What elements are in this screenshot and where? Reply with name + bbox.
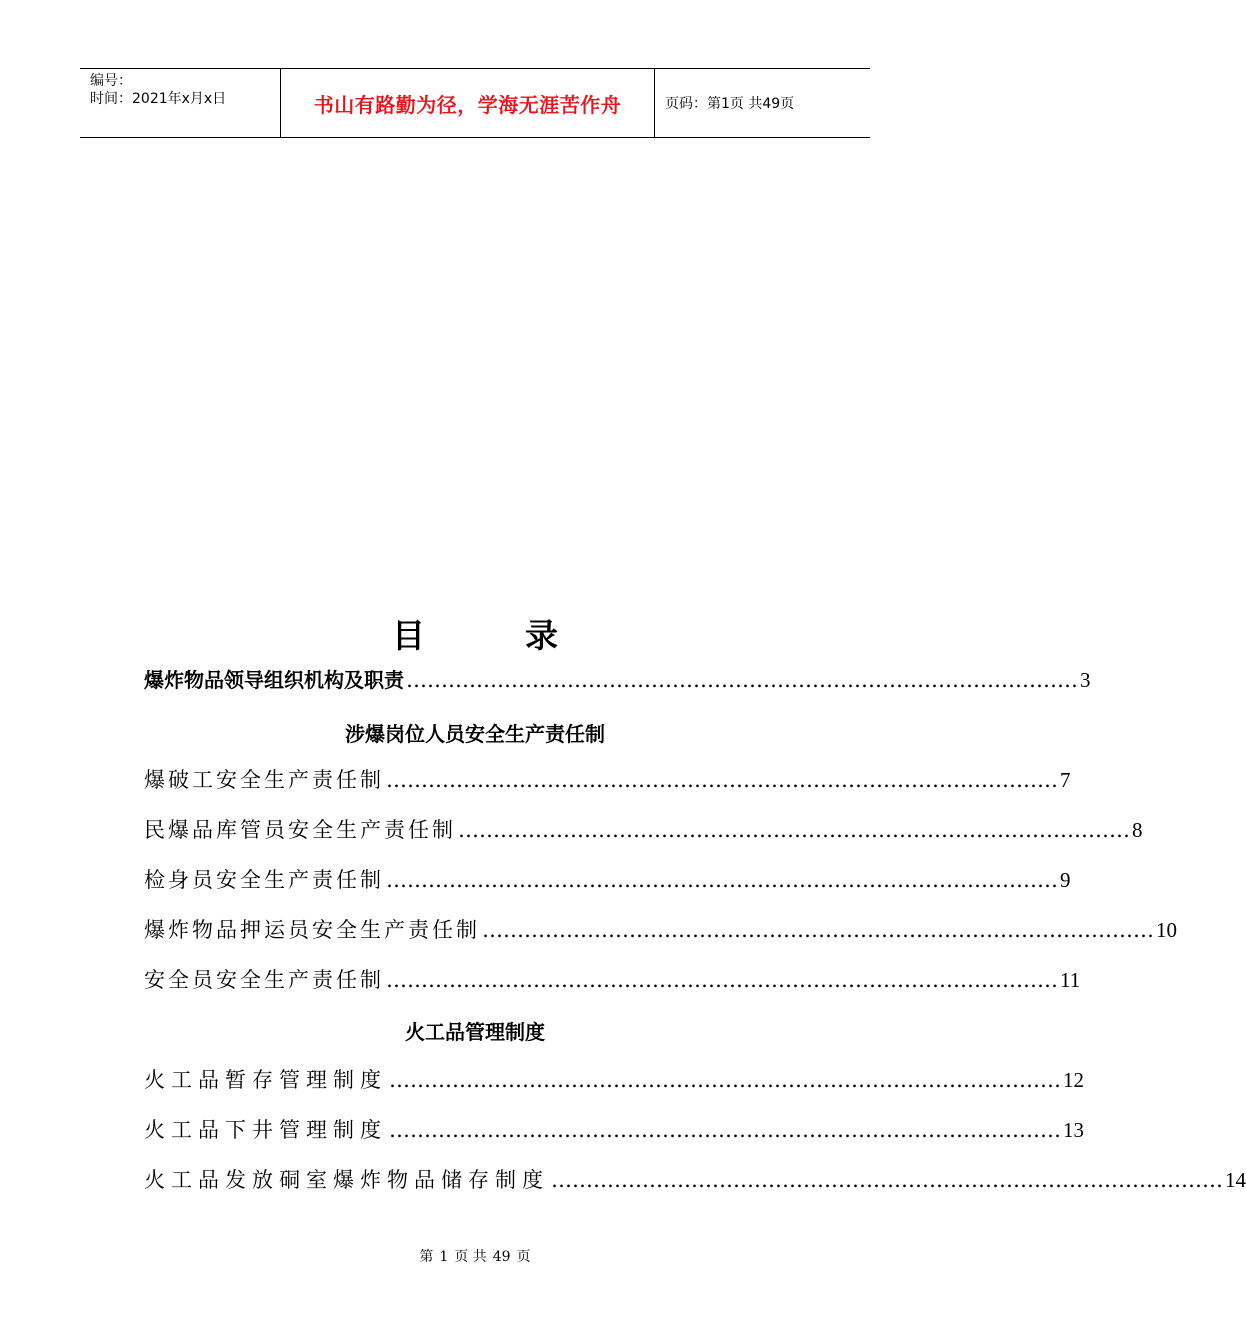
toc-entry-page: 9 — [1060, 868, 1071, 892]
toc-entry-label: 爆破工安全生产责任制 — [144, 768, 384, 792]
toc-entry-page: 3 — [1080, 668, 1091, 692]
toc-leader-dots: …………………………………………………………………………………… — [406, 668, 1078, 692]
toc-leader-dots: …………………………………………………………………………………… — [551, 1168, 1223, 1192]
toc-entry-label: 火工品暂存管理制度 — [144, 1068, 387, 1092]
toc-entry-label: 检身员安全生产责任制 — [144, 868, 384, 892]
toc-entry-page: 11 — [1060, 968, 1081, 992]
header-page-info: 页码：第1页 共49页 — [665, 96, 795, 112]
footer-page-number: 1 — [439, 1249, 449, 1265]
toc-title-left: 目 — [392, 616, 425, 655]
page-header — [80, 68, 870, 138]
toc-entry[interactable] — [144, 1164, 1246, 1200]
toc-entry-label: 火工品发放硐室爆炸物品储存制度 — [144, 1168, 549, 1192]
toc-leader-dots: …………………………………………………………………………………… — [389, 1068, 1061, 1092]
toc-entry-page: 7 — [1060, 768, 1071, 792]
toc-entry-page: 10 — [1156, 918, 1177, 942]
toc-entry[interactable] — [144, 964, 1081, 1000]
toc-entry-label: 民爆品库管员安全生产责任制 — [144, 818, 456, 842]
header-meta — [80, 69, 281, 137]
toc-title-right: 录 — [525, 616, 558, 655]
toc-entry-label: 安全员安全生产责任制 — [144, 968, 384, 992]
toc-leader-dots: …………………………………………………………………………………… — [389, 1118, 1061, 1142]
toc-entry-label: 爆炸物品领导组织机构及职责 — [144, 668, 404, 692]
toc-entry-page: 8 — [1132, 818, 1143, 842]
toc-section-heading: 涉爆岗位人员安全生产责任制 — [345, 722, 605, 746]
toc-entry-page: 13 — [1063, 1118, 1084, 1142]
toc-entry[interactable] — [144, 664, 1091, 700]
toc-entry-page: 14 — [1225, 1168, 1246, 1192]
document-date: 时间：2021年x月x日 — [90, 91, 227, 107]
toc-entry[interactable] — [144, 1064, 1084, 1100]
toc-leader-dots: …………………………………………………………………………………… — [386, 768, 1058, 792]
toc-entry-label: 爆炸物品押运员安全生产责任制 — [144, 918, 480, 942]
toc-section-heading: 火工品管理制度 — [405, 1020, 545, 1044]
toc-leader-dots: …………………………………………………………………………………… — [458, 818, 1130, 842]
header-motto: 书山有路勤为径，学海无涯苦作舟 — [281, 69, 655, 137]
toc-entry[interactable] — [144, 814, 1143, 850]
toc-leader-dots: …………………………………………………………………………………… — [386, 968, 1058, 992]
footer-mid: 页 共 — [454, 1249, 487, 1265]
page-footer — [0, 1246, 950, 1266]
toc-title — [0, 610, 950, 657]
toc-leader-dots: …………………………………………………………………………………… — [386, 868, 1058, 892]
toc-leader-dots: …………………………………………………………………………………… — [482, 918, 1154, 942]
toc-entry[interactable] — [144, 914, 1177, 950]
footer-total-pages: 49 — [492, 1249, 511, 1265]
footer-suffix: 页 — [516, 1249, 531, 1265]
document-number-label: 编号： — [90, 73, 132, 89]
toc-entry-page: 12 — [1063, 1068, 1084, 1092]
footer-prefix: 第 — [419, 1249, 434, 1265]
toc-entry[interactable] — [144, 764, 1071, 800]
toc-entry[interactable] — [144, 864, 1071, 900]
toc-entry-label: 火工品下井管理制度 — [144, 1118, 387, 1142]
toc-entry[interactable] — [144, 1114, 1084, 1150]
